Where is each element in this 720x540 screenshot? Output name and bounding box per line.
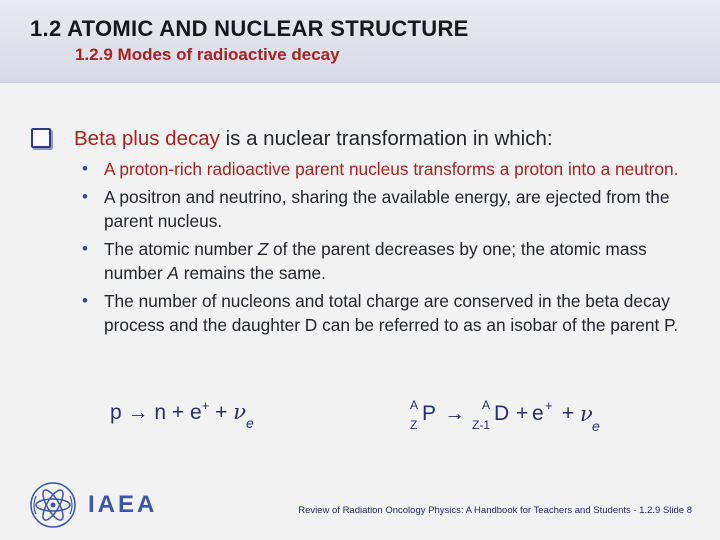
bullet-text: of the parent decreases by one; the atomic mass number (104, 239, 647, 283)
iaea-atom-logo-icon (28, 480, 78, 530)
arrow-icon: → (444, 402, 465, 425)
checkbox-bullet-icon (31, 128, 51, 148)
bullet-text: The atomic number (104, 239, 258, 259)
symbol-neutrino: ν (580, 402, 593, 426)
mass-number-parent: A (410, 398, 419, 412)
mass-number-daughter: A (482, 398, 491, 412)
equation-nuclear-decay (406, 396, 706, 436)
bullet-dot-icon: • (82, 291, 88, 310)
symbol-neutrino: ν (233, 400, 247, 424)
slide-subtitle: 1.2.9 Modes of radioactive decay (75, 45, 340, 64)
neutrino-subscript: e (592, 418, 600, 434)
main-point-highlight: Beta plus decay (74, 127, 220, 150)
list-item (82, 237, 704, 285)
main-point-text: is a nuclear transformation in which: (219, 127, 553, 150)
plus-sign: + (215, 401, 228, 424)
list-item (82, 157, 704, 181)
plus-sign: + (562, 402, 575, 425)
list-item (82, 289, 704, 337)
variable-a: A (167, 263, 179, 283)
bullet-text: remains the same. (178, 263, 326, 283)
list-item (82, 185, 704, 233)
iaea-logo-text: IAEA (88, 491, 158, 518)
equation-proton-decay (110, 398, 254, 431)
positron-charge: + (545, 398, 553, 413)
symbol-daughter: D (494, 402, 510, 425)
neutrino-subscript: e (246, 415, 254, 431)
symbol-positron: e (190, 401, 202, 424)
plus-sign: + (516, 402, 529, 425)
variable-z: Z (257, 239, 269, 259)
bullet-dot-icon: • (82, 239, 88, 258)
footer-citation: Review of Radiation Oncology Physics: A Handbook for Teachers and Students - 1.2.9 Slide 8 (298, 505, 692, 516)
symbol-parent: P (422, 402, 437, 425)
bullet-text: The number of nucleons and total charge are conserved in the beta decay process and the daughter D can be referred to as an isobar of the parent P. (104, 291, 679, 335)
plus-sign: + (171, 401, 185, 424)
symbol-neutron: n (154, 401, 167, 424)
bullet-dot-icon: • (82, 159, 88, 178)
main-point (74, 127, 704, 151)
slide-header (0, 0, 720, 83)
atomic-number-daughter: Z-1 (472, 418, 490, 432)
symbol-positron: e (532, 402, 544, 425)
bullet-text-red: A proton-rich radioactive parent nucleus transforms a proton into a neutron. (104, 159, 679, 179)
bullet-text: A positron and neutrino, sharing the available energy, are ejected from the parent nucleus. (104, 187, 670, 231)
arrow-icon: → (127, 401, 149, 424)
positron-charge: + (201, 398, 210, 413)
symbol-proton: p (110, 401, 122, 424)
atomic-number-parent: Z (410, 418, 418, 432)
slide-title: 1.2 ATOMIC AND NUCLEAR STRUCTURE (30, 16, 469, 41)
bullet-dot-icon: • (82, 187, 88, 206)
bullet-list (82, 157, 704, 341)
